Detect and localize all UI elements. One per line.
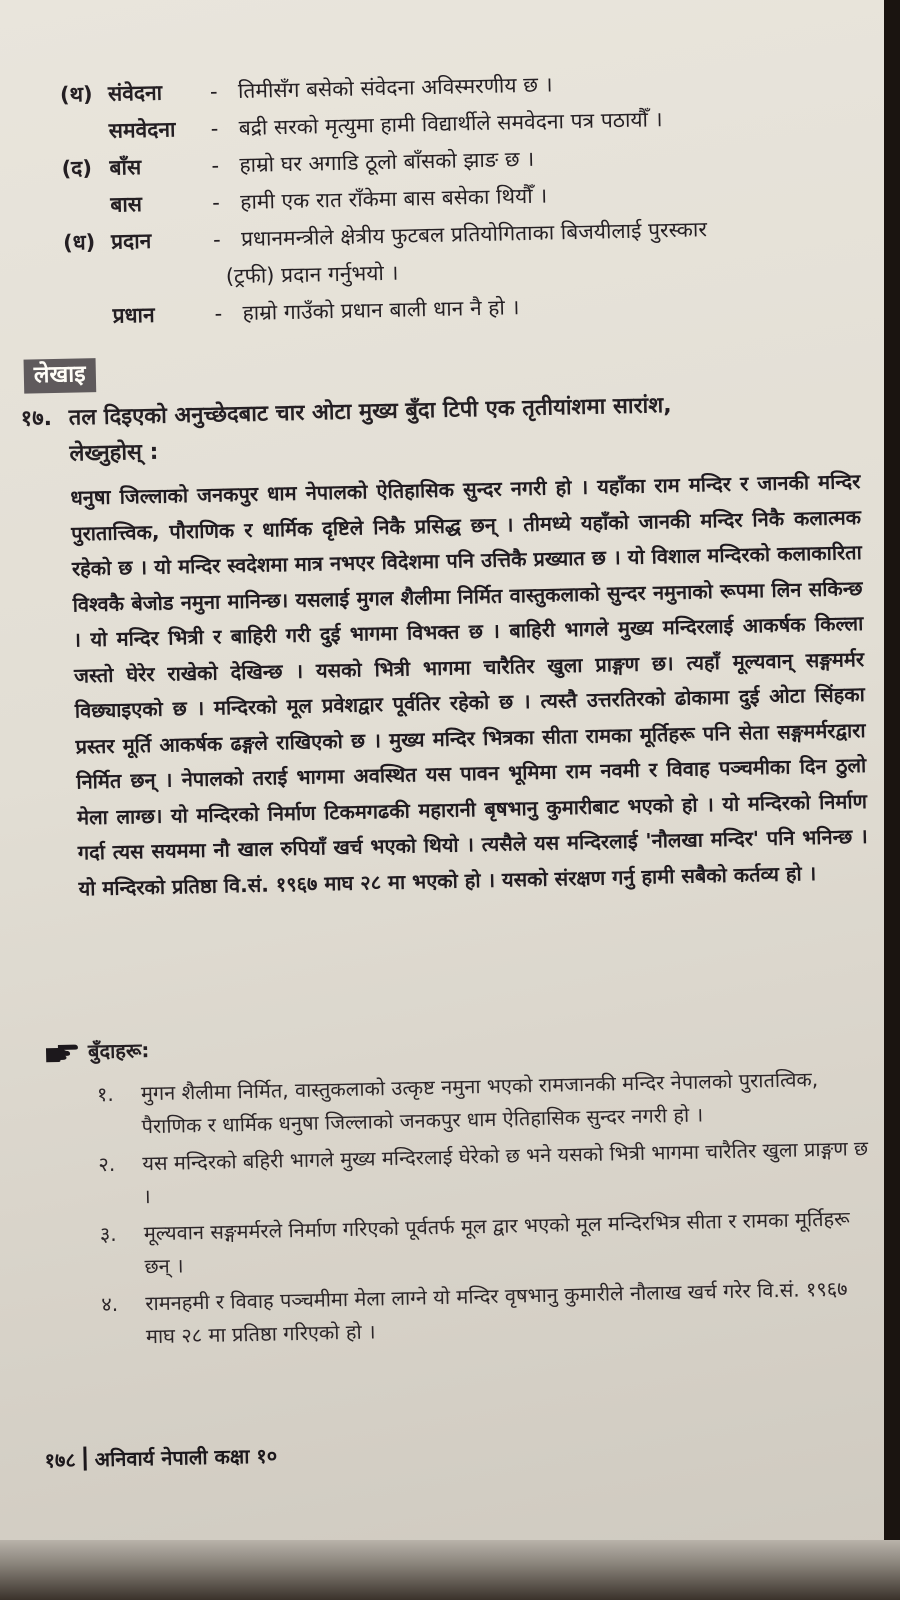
- page-edge-shadow: [0, 1540, 900, 1600]
- vocab-sentence: तिमीसँग बसेको संवेदना अविस्मरणीय छ ।: [237, 72, 553, 104]
- vocab-sentence: प्रधानमन्त्रीले क्षेत्रीय फुटबल प्रतियोगिताका बिजयीलाई पुरस्कार: [240, 217, 708, 252]
- vocab-number: [62, 212, 110, 213]
- question-text: तल दिइएको अनुच्छेदबाट चार ओटा मुख्य बुँदा टिपी एक तृतीयांशमा सारांश,: [68, 393, 672, 431]
- vocab-word: प्रदान: [110, 228, 152, 254]
- point-text: यस मन्दिरको बहिरी भागले मुख्य मन्दिरलाई घेरेको छ भने यसको भित्री भागमा चारैतिर खुला प्राङ्गण छ ।: [142, 1136, 869, 1209]
- vocab-number: (ध): [62, 230, 96, 255]
- points-heading: [44, 1035, 150, 1067]
- vocab-dash: -: [211, 153, 220, 178]
- point-number: २.: [98, 1151, 116, 1177]
- list-item: [97, 1062, 868, 1144]
- book-title: अनिवार्य नेपाली कक्षा १०: [94, 1443, 278, 1472]
- point-text: मूल्यवान सङ्गमर्मरले निर्माण गरिएको पूर्वतर्फ मूल द्वार भएको मूल मन्दिरभित्र सीता र रामका मूर्तिहरू छन् ।: [143, 1206, 850, 1279]
- page-footer: [44, 1441, 277, 1476]
- question-number: १७.: [20, 406, 53, 432]
- vocab-dash: -: [214, 301, 223, 326]
- vocab-word: बाँस: [109, 155, 142, 180]
- section-heading: लेखाइ: [24, 358, 96, 393]
- vocab-dash: -: [212, 227, 221, 252]
- question: [20, 384, 856, 473]
- page-number: १७८: [44, 1447, 77, 1473]
- vocab-sentence: बद्री सरको मृत्युमा हामी विद्यार्थीले समवेदना पत्र पठायौँ ।: [238, 107, 663, 141]
- footer-divider: [84, 1447, 88, 1471]
- vocab-sentence: हाम्रो घर अगाडि ठूलो बाँसको झाङ छ ।: [239, 146, 535, 178]
- vocab-number: (थ): [59, 82, 93, 107]
- vocab-word: समवेदना: [108, 117, 176, 143]
- vocab-dash: -: [212, 190, 221, 215]
- vocab-number: [61, 138, 109, 139]
- vocab-number: (द): [61, 156, 93, 181]
- vocab-sentence: (ट्रफी) प्रदान गर्नुभयो ।: [225, 260, 399, 289]
- list-item: [100, 1202, 871, 1284]
- vocab-word: बास: [110, 192, 143, 217]
- question-line-2: लेख्नुहोस् :: [69, 439, 159, 467]
- vocab-number: [65, 323, 113, 324]
- list-item: [98, 1132, 869, 1214]
- point-text: रामनहमी र विवाह पञ्चमीमा मेला लाग्ने यो मन्दिर वृषभानु कुमारीले नौलाख खर्च गरेर वि.सं. १९६७ माघ २८ मा प्रतिष्ठा गरिएको हो ।: [145, 1276, 848, 1349]
- points-heading-text: बुँदाहरू:: [87, 1038, 150, 1064]
- vocab-sentence: हामी एक रात राँकेमा बास बसेका थियौँ ।: [240, 183, 548, 215]
- point-number: १.: [96, 1081, 114, 1107]
- vocab-word: प्रधान: [112, 302, 155, 328]
- list-item: [101, 1272, 872, 1354]
- vocab-dash: -: [209, 79, 218, 104]
- points-list: [97, 1062, 873, 1358]
- pointing-hand-icon: [44, 1041, 82, 1064]
- point-number: ४.: [101, 1291, 119, 1317]
- point-number: ३.: [99, 1221, 117, 1247]
- vocabulary-list: [60, 60, 855, 335]
- vocab-dash: -: [210, 116, 219, 141]
- vocab-word: संवेदना: [107, 80, 163, 106]
- passage-paragraph: धनुषा जिल्लाको जनकपुर धाम नेपालको ऐतिहासिक सुन्दर नगरी हो । यहाँका राम मन्दिर र जानकी मन्दिर पुरातात्त्विक, पौराणिक र धार्मिक दृष्टिले निकै प्रसिद्ध छन् । तीमध्ये यहाँको जानकी मन्दिर निकै कलात्मक रहेको छ । यो मन्दिर स्वदेशमा मात्र नभएर विदेशमा पनि उत्तिकै प्रख्यात छ । यो विशाल मन्दिरको कलाकारिता विश्वकै बेजोड नमुना मानिन्छ। यसलाई मुगल शैलीमा निर्मित वास्तुकलाको सुन्दर नमुनाको रूपमा लिन सकिन्छ । यो मन्दिर भित्री र बाहिरी गरी दुई भागमा विभक्त छ । बाहिरी भागले मुख्य मन्दिरलाई आकर्षक किल्ला जस्तो घेरेर राखेको देखिन्छ । यसको भित्री भागमा चारैतिर खुला प्राङ्गण छ। त्यहाँ मूल्यवान् सङ्गमर्मर विछ्याइएको छ । मन्दिरको मूल प्रवेशद्वार पूर्वतिर रहेको छ । त्यस्तै उत्तरतिरको ढोकामा दुई ओटा सिंहका प्रस्तर मूर्ति आकर्षक ढङ्गले राखिएको छ । मुख्य मन्दिर भित्रका सीता रामका मूर्तिहरू पनि सेता सङ्गमर्मरद्वारा निर्मित छन् । नेपालको तराई भागमा अवस्थित यस पावन भूमिमा राम नवमी र विवाह पञ्चमीका दिन ठुलो मेला लाग्छ। यो मन्दिरको निर्माण टिकमगढकी महारानी बृषभानु कुमारीबाट भएको हो । यो मन्दिरको निर्माण गर्दा त्यस सयममा नौ खाल रुपियाँ खर्च भएको थियो । त्यसैले यस मन्दिरलाई 'नौलखा मन्दिर' पनि भनिन्छ । यो मन्दिरको प्रतिष्ठा वि.सं. १९६७ माघ २८ मा भएको हो । यसको संरक्षण गर्नु हामी सबैको कर्तव्य हो ।: [70, 469, 868, 901]
- vocab-sentence: हाम्रो गाउँको प्रधान बाली धान नै हो ।: [242, 295, 520, 325]
- point-text: मुगन शैलीमा निर्मित, वास्तुकलाको उत्कृष्ट नमुना भएको रामजानकी मन्दिर नेपालको पुरातत्विक, पैराणिक र धार्मिक धनुषा जिल्लाको जनकपुर धाम ऐतिहासिक सुन्दर नगरी हो ।: [140, 1067, 819, 1139]
